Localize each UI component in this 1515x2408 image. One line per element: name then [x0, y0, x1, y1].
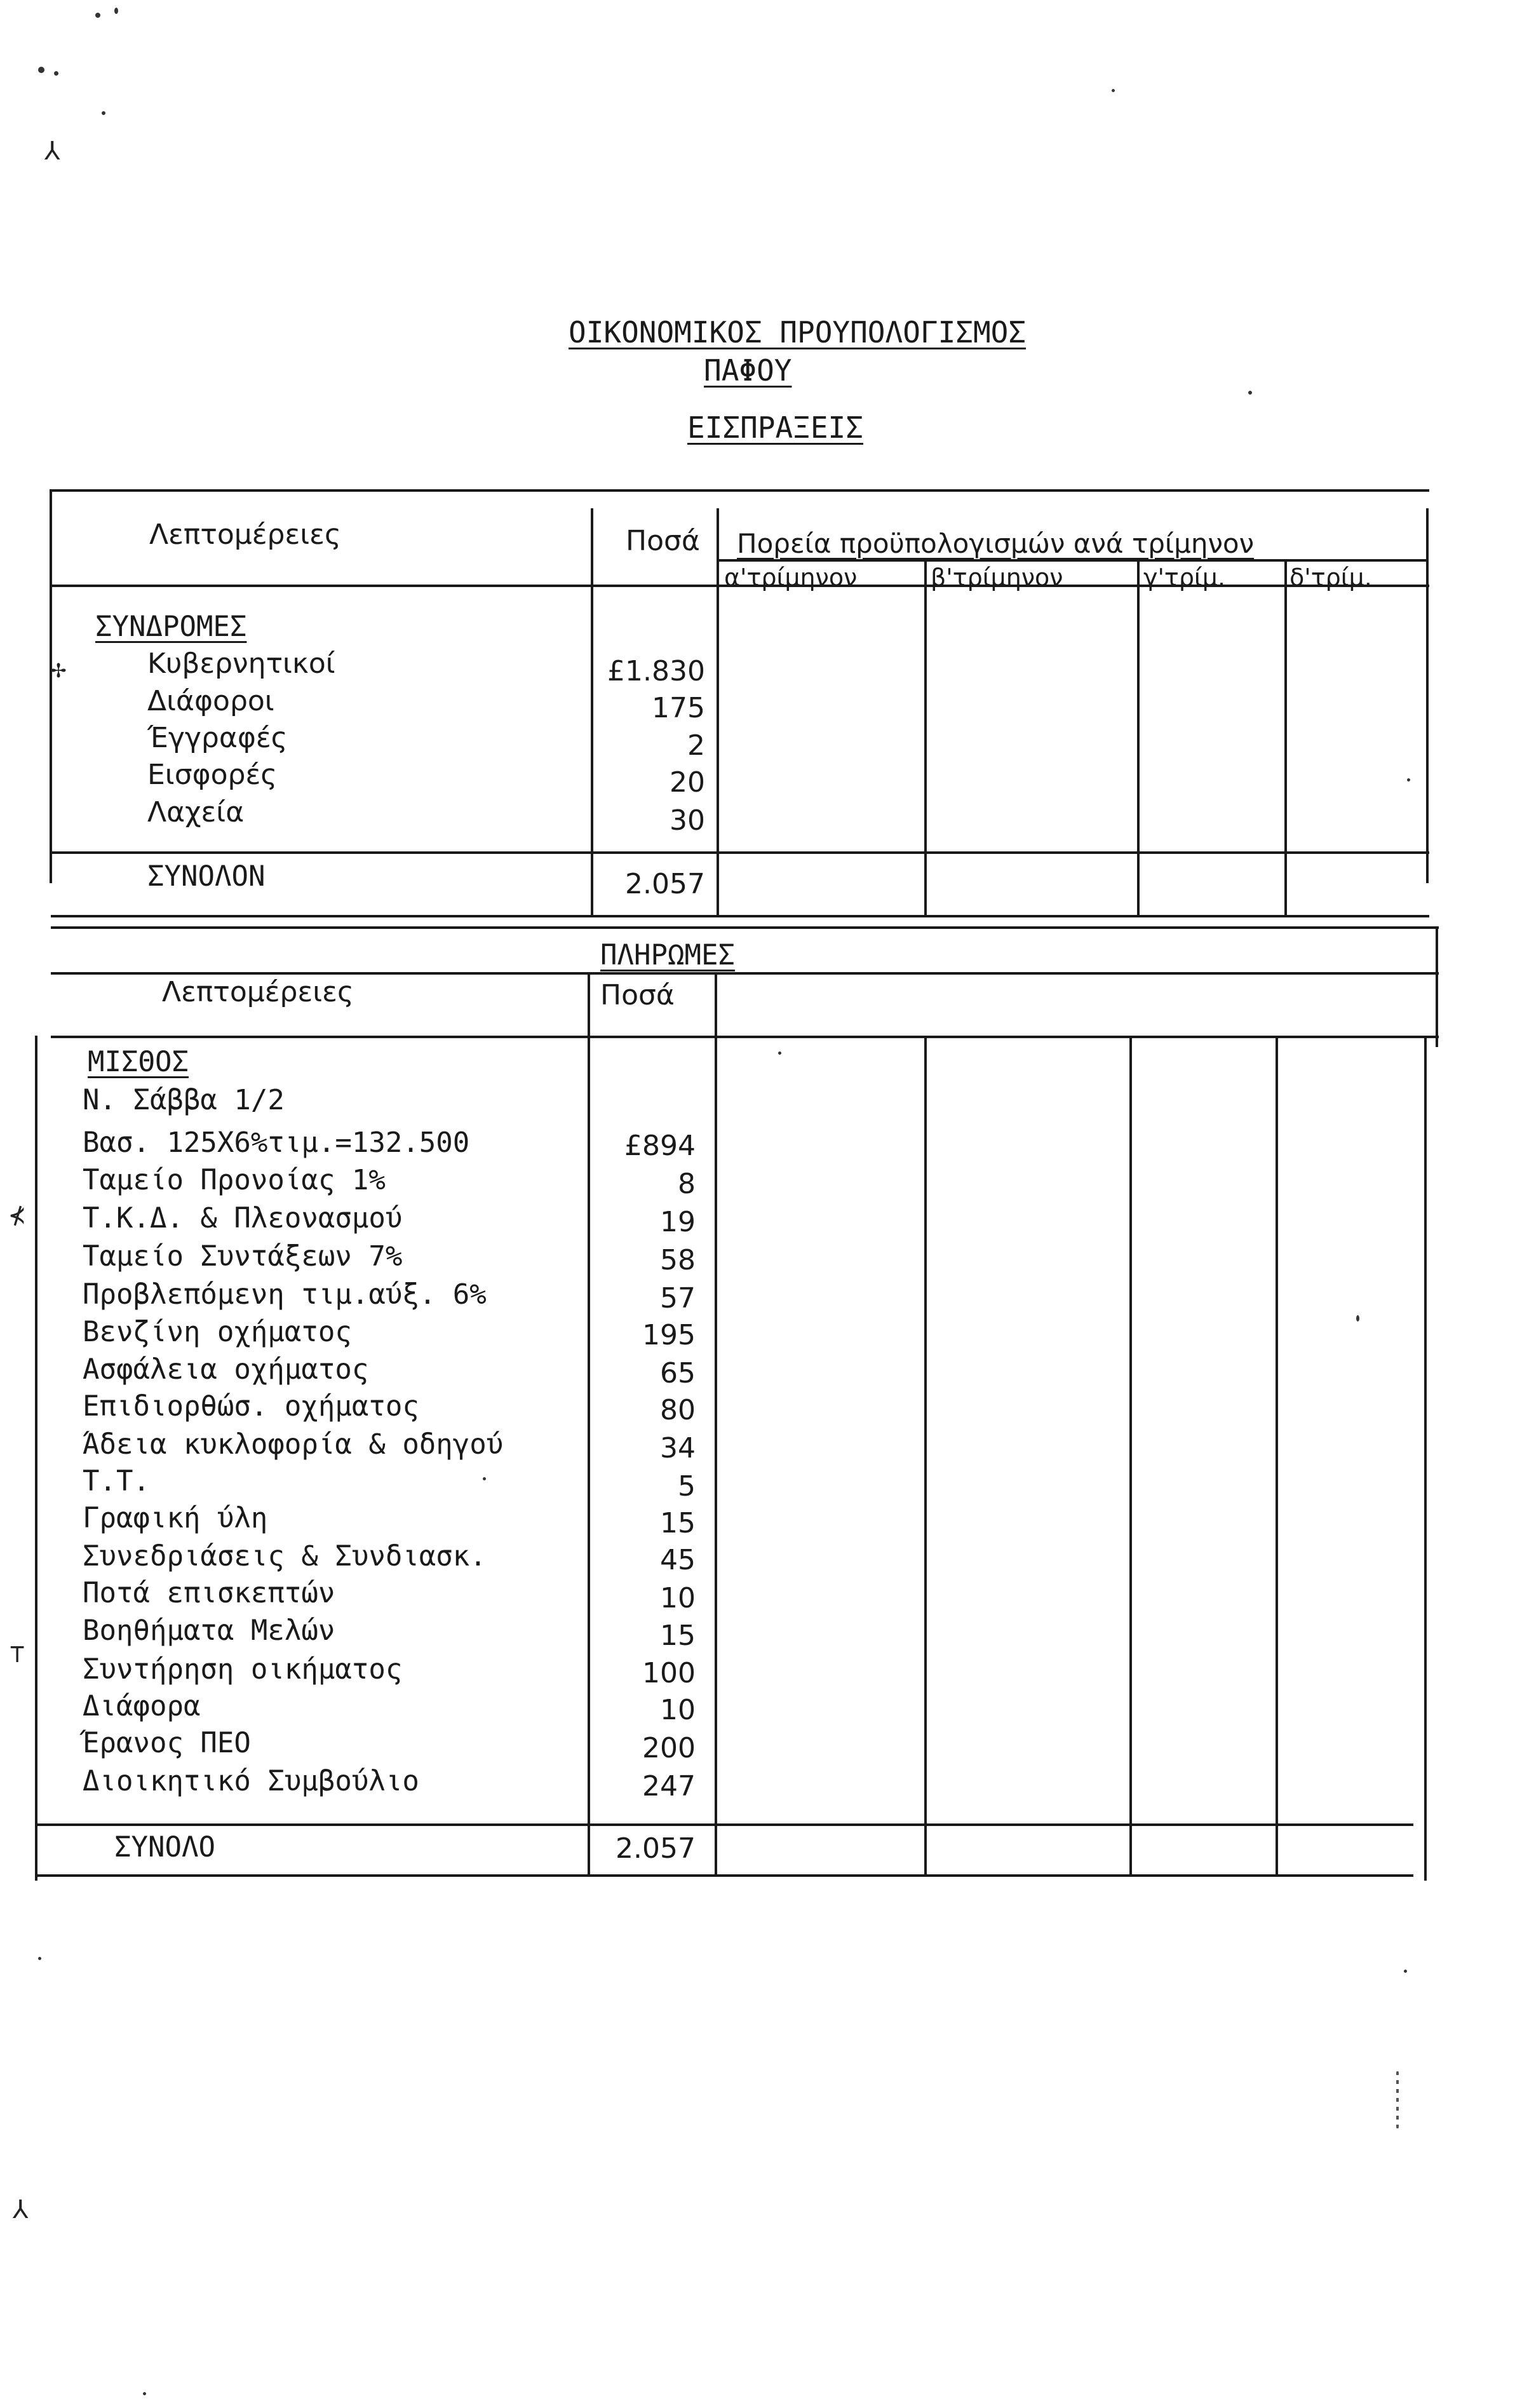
quarter-1-header: α'τρίμηνον	[724, 564, 858, 592]
scan-speck	[1112, 89, 1115, 92]
payments-top-border	[51, 926, 1439, 929]
receipt-row-label: Εισφορές	[147, 759, 278, 791]
scan-mark: ⅄	[13, 2195, 29, 2224]
payment-row-label: Άδεια κυκλοφορία & οδηγού	[83, 1428, 504, 1461]
payment-row-amount: 10	[660, 1694, 696, 1726]
receipts-col-sep-q4	[1284, 559, 1287, 915]
scan-speck	[38, 67, 44, 73]
payment-row-amount: 100	[642, 1657, 696, 1689]
scan-speck	[102, 111, 105, 115]
document-subtitle: ΠΑΦΟΥ	[704, 353, 792, 388]
scan-mark: ⅄	[44, 137, 60, 166]
payment-row-label: Επιδιορθώσ. οχήματος	[83, 1390, 419, 1423]
payment-row-label: Βοηθήματα Μελών	[83, 1614, 335, 1647]
receipts-right-border	[1426, 508, 1429, 883]
payment-row-label: Διάφορα	[83, 1690, 201, 1722]
payment-row-amount: 45	[660, 1544, 696, 1576]
receipt-row-label: Λαχεία	[147, 796, 245, 829]
payment-row-label: Συνεδριάσεις & Συνδιασκ.	[83, 1540, 487, 1573]
receipt-row-amount: 175	[652, 692, 705, 724]
payment-row-label: Συντήρηση οικήματος	[83, 1653, 403, 1686]
scan-mark: ✢	[51, 654, 67, 684]
receipt-row-amount: 20	[670, 766, 705, 799]
receipt-row-label: Έγγραφές	[147, 722, 288, 754]
scan-speck	[1404, 1970, 1407, 1973]
receipts-col-sep-q3	[1137, 559, 1140, 915]
payment-row-amount: 200	[642, 1732, 696, 1764]
scan-speck	[1396, 2071, 1399, 2128]
payment-row-label: Γραφική ύλη	[83, 1502, 268, 1534]
payment-row-label: Τ.Κ.Δ. & Πλεονασμού	[83, 1202, 403, 1234]
quarter-3-header: γ'τρίμ.	[1143, 564, 1226, 592]
payment-row-label: Ν. Σάββα 1/2	[83, 1084, 285, 1116]
scan-speck	[38, 1957, 41, 1960]
payment-row-label: Βενζίνη οχήματος	[83, 1316, 352, 1348]
receipt-row-amount: £1.830	[607, 655, 705, 687]
payment-row-label: Έρανος ΠΕΟ	[83, 1727, 251, 1759]
scan-speck	[95, 13, 100, 18]
receipts-top-border	[51, 489, 1429, 492]
receipts-total-amount: 2.057	[625, 868, 705, 900]
payment-row-amount: 8	[678, 1168, 696, 1200]
scan-speck	[483, 1477, 486, 1480]
scan-speck	[1356, 1315, 1359, 1322]
receipts-total-bottom	[51, 915, 1429, 917]
quarter-2-header: β'τρίμηνον	[931, 564, 1063, 592]
receipts-col-progress: Πορεία προϋπολογισμών ανά τρίμηνον	[737, 528, 1255, 559]
payments-total-amount: 2.057	[616, 1832, 696, 1865]
payment-row-label: Τ.Τ.	[83, 1465, 150, 1498]
payments-category: ΜΙΣΘΟΣ	[88, 1046, 189, 1078]
receipts-total-label: ΣΥΝΟΛΟΝ	[147, 860, 266, 893]
payment-row-label: Ασφάλεια οχήματος	[83, 1353, 369, 1386]
payment-row-amount: 19	[660, 1206, 696, 1238]
payment-row-amount: 195	[642, 1319, 696, 1351]
receipts-category: ΣΥΝΔΡΟΜΕΣ	[95, 611, 247, 643]
document-title: ΟΙΚΟΝΟΜΙΚΟΣ ΠΡΟΥΠΟΛΟΓΙΣΜΟΣ	[569, 315, 1027, 349]
payments-heading: ΠΛΗΡΩΜΕΣ	[600, 939, 735, 971]
payment-row-label: Προβλεπόμενη τιμ.αύξ. 6%	[83, 1278, 487, 1311]
scan-speck	[54, 71, 58, 76]
payments-section-divider	[51, 972, 1439, 975]
payments-left-border	[35, 1036, 37, 1881]
payments-col-sep-q3	[1129, 1036, 1132, 1874]
receipts-left-border	[50, 489, 52, 883]
scan-speck	[1407, 778, 1410, 781]
payment-row-amount: 65	[660, 1357, 696, 1390]
receipts-col-sep-q1	[717, 508, 719, 915]
payment-row-label: Ποτά επισκεπτών	[83, 1577, 335, 1609]
receipts-total-top	[51, 851, 1429, 854]
payment-row-amount: 57	[660, 1282, 696, 1315]
scan-mark: ⊤	[10, 1639, 25, 1668]
receipts-col-details: Λεπτομέρειες	[149, 518, 341, 551]
receipts-col-amount: Ποσά	[626, 525, 700, 557]
payments-col-sep-q1	[715, 972, 717, 1874]
payments-col-sep-q4	[1276, 1036, 1278, 1874]
scan-speck	[114, 8, 118, 14]
payments-right-border	[1436, 926, 1438, 1047]
payment-row-amount: 34	[660, 1432, 696, 1464]
scan-speck	[1248, 391, 1252, 395]
quarter-4-header: δ'τρίμ.	[1289, 564, 1372, 592]
receipts-heading: ΕΙΣΠΡΑΞΕΙΣ	[687, 410, 863, 445]
payments-right-border-lower	[1424, 1036, 1427, 1881]
receipts-col-sep-q2	[924, 559, 927, 915]
scan-speck	[143, 2392, 146, 2395]
payments-total-top	[35, 1823, 1413, 1826]
payment-row-amount: 15	[660, 1620, 696, 1652]
payment-row-amount: 15	[660, 1507, 696, 1539]
payment-row-label: Βασ. 125Χ6%τιμ.=132.500	[83, 1126, 470, 1159]
payment-row-amount: 80	[660, 1394, 696, 1426]
receipt-row-label: Διάφοροι	[147, 685, 274, 717]
payments-col-details: Λεπτομέρειες	[162, 976, 354, 1008]
payments-col-amount: Ποσά	[600, 979, 675, 1011]
payment-row-amount: £894	[624, 1130, 696, 1162]
receipt-row-amount: 30	[670, 804, 705, 837]
quarter-header-top	[718, 559, 1426, 562]
payment-row-label: Ταμείο Προνοίας 1%	[83, 1164, 386, 1196]
payment-row-label: Ταμείο Συντάξεων 7%	[83, 1240, 403, 1273]
payment-row-amount: 58	[660, 1244, 696, 1276]
payments-header-divider	[51, 1036, 1439, 1038]
scan-mark: ⊀	[10, 1201, 25, 1230]
payment-row-amount: 5	[678, 1470, 696, 1503]
receipt-row-label: Κυβερνητικοί	[147, 647, 335, 680]
payments-total-label: ΣΥΝΟΛΟ	[114, 1831, 215, 1863]
payments-col-sep-q2	[924, 1036, 927, 1874]
payment-row-amount: 10	[660, 1582, 696, 1614]
payment-row-amount: 247	[642, 1770, 696, 1803]
payments-total-bottom	[35, 1874, 1413, 1877]
receipt-row-amount: 2	[687, 729, 705, 762]
payment-row-label: Διοικητικό Συμβούλιο	[83, 1765, 419, 1797]
scan-speck	[778, 1052, 781, 1055]
